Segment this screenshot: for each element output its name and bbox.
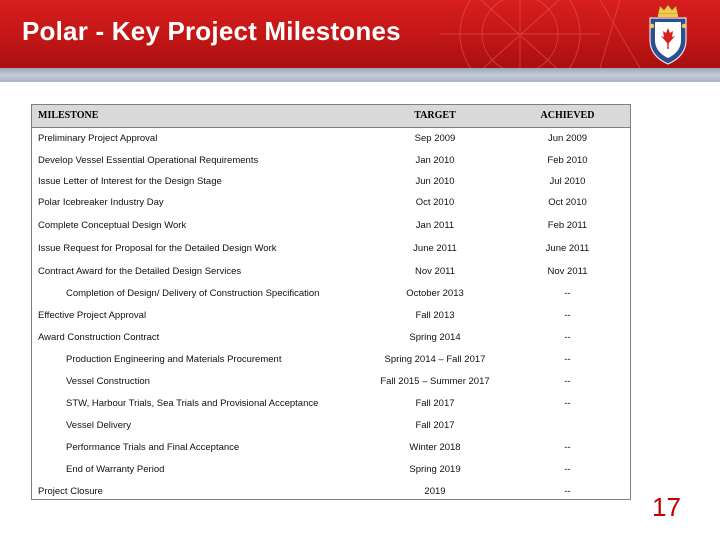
achieved-cell: Feb 2010: [547, 154, 588, 166]
header-target: TARGET: [365, 105, 505, 127]
achieved-cell: --: [564, 441, 571, 453]
table-body: [32, 127, 630, 502]
slide-title: Polar - Key Project Milestones: [22, 16, 401, 46]
achieved-cell: Nov 2011: [547, 265, 588, 277]
achieved-cell: --: [564, 353, 571, 365]
table-row: [32, 436, 630, 458]
target-cell: Jun 2010: [415, 175, 455, 187]
table-header-row: [32, 105, 630, 127]
target-cell: Fall 2017: [415, 419, 455, 431]
achieved-cell: --: [564, 375, 571, 387]
target-cell: Spring 2019: [409, 463, 461, 475]
achieved-cell: --: [564, 397, 571, 409]
achieved-cell: --: [564, 331, 571, 343]
milestone-cell: Production Engineering and Materials Procurement: [66, 353, 282, 365]
table-row: [32, 236, 630, 260]
table-row: [32, 348, 630, 370]
achieved-cell: Oct 2010: [548, 197, 587, 208]
header-achieved: ACHIEVED: [505, 105, 630, 127]
milestone-cell: Preliminary Project Approval: [38, 132, 158, 144]
milestone-cell: Polar Icebreaker Industry Day: [38, 197, 164, 208]
table-row: [32, 480, 630, 502]
achieved-cell: --: [564, 309, 571, 321]
milestone-cell: Issue Request for Proposal for the Detailed Design Work: [38, 242, 277, 254]
target-cell: Oct 2010: [415, 197, 455, 208]
milestone-cell: STW, Harbour Trials, Sea Trials and Provisional Acceptance: [66, 397, 319, 409]
target-cell: Nov 2011: [415, 265, 455, 277]
table-row: [32, 149, 630, 171]
milestone-cell: Performance Trials and Final Acceptance: [66, 441, 240, 453]
milestone-cell: Effective Project Approval: [38, 309, 147, 321]
target-cell: June 2011: [413, 242, 457, 254]
milestone-cell: Vessel Construction: [66, 375, 150, 387]
target-cell: Jan 2010: [415, 154, 455, 166]
milestone-cell: Complete Conceptual Design Work: [38, 219, 187, 231]
table-row: [32, 414, 630, 436]
milestone-cell: Contract Award for the Detailed Design Services: [38, 265, 242, 277]
milestone-cell: Completion of Design/ Delivery of Construction Specification: [66, 287, 320, 299]
achieved-cell: [505, 414, 630, 436]
target-cell: Jan 2011: [415, 219, 455, 231]
table-row: [32, 260, 630, 282]
achieved-cell: --: [564, 287, 571, 299]
table-row: [32, 458, 630, 480]
page-number: 17: [652, 492, 681, 522]
table-row: [32, 282, 630, 304]
target-cell: October 2013: [406, 287, 464, 299]
target-cell: Fall 2015 – Summer 2017: [380, 375, 490, 387]
achieved-cell: Jun 2009: [547, 132, 588, 144]
target-cell: Spring 2014: [409, 331, 461, 343]
table-row: [32, 127, 630, 149]
milestones-table: [31, 104, 631, 500]
achieved-cell: --: [564, 463, 571, 475]
table-row: [32, 171, 630, 191]
target-cell: Spring 2014 – Fall 2017: [384, 353, 486, 365]
title-banner: [0, 0, 720, 68]
canadian-coast-guard-crest: [640, 2, 696, 66]
target-cell: Fall 2013: [415, 309, 455, 321]
table-row: [32, 392, 630, 414]
achieved-cell: Jul 2010: [549, 175, 586, 187]
target-cell: Sep 2009: [414, 132, 456, 144]
achieved-cell: June 2011: [545, 242, 590, 254]
header-milestone: MILESTONE: [32, 105, 365, 127]
table-row: [32, 214, 630, 236]
achieved-cell: Feb 2011: [547, 219, 588, 231]
target-cell: 2019: [424, 485, 446, 497]
table-row: [32, 326, 630, 348]
table-row: [32, 370, 630, 392]
milestone-cell: End of Warranty Period: [66, 463, 165, 475]
milestone-cell: Project Closure: [38, 485, 103, 497]
achieved-cell: --: [564, 485, 571, 497]
header-stripe: [0, 68, 720, 82]
milestone-cell: Award Construction Contract: [38, 331, 160, 343]
target-cell: Winter 2018: [409, 441, 461, 453]
milestone-cell: Develop Vessel Essential Operational Requirements: [38, 154, 259, 166]
milestone-cell: Issue Letter of Interest for the Design Stage: [38, 175, 222, 187]
table-row: [32, 191, 630, 214]
target-cell: Fall 2017: [415, 397, 455, 409]
table-row: [32, 304, 630, 326]
milestone-cell: Vessel Delivery: [66, 419, 131, 431]
